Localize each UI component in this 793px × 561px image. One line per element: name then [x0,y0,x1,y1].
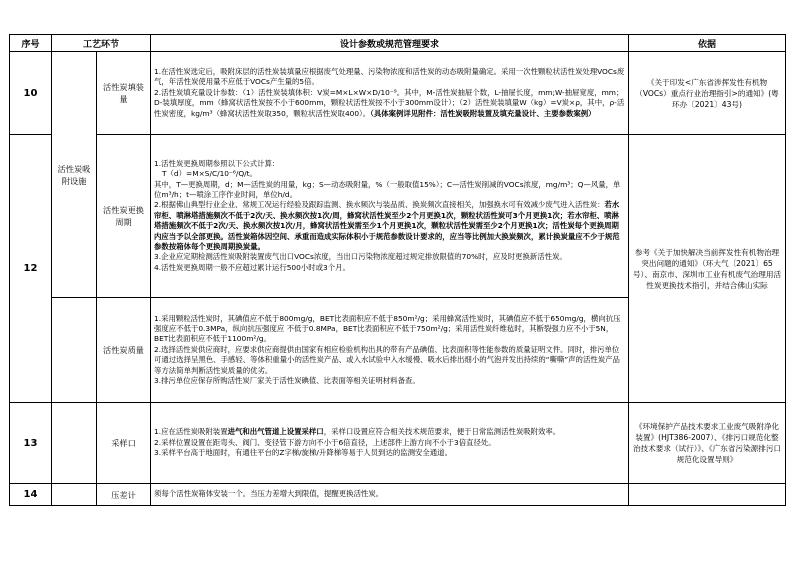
requirement-bold-text: 若水帘柜、喷淋塔措施频次不低于2次/天、换水频次按1次/周，蜂窝状活性炭至少2个月更换1次，颗粒状活性炭可3个月更换1次；若水帘柜、喷淋塔措施频次不低于2次/天、换水频次按1次/月，蜂窝状活性炭需至少1个月更换1次，颗粒状活性炭需至少2个月更换1次；活性炭每个更换周期内应当予以全部更换。活性炭箱体因空间、承重而造成实际体积小于规范参数设计要求的，应当等比例加大换炭频次，累计换炭量应不少于规范参数按箱体每个更换周期换炭量。 [154,200,620,252]
requirement-bold-text: 进气和出气管道上设置采样口 [227,427,324,437]
basis-cell-empty [629,484,786,506]
basis-cell: 《环境保护产品技术要求工业废气吸附净化装置》(HJT386-2007）、《排污口规范化整治技术要求（试行）》、《广东省污染源排污口规范化设置导则》 [629,403,786,484]
sub-step-cell: 活性炭更换周期 [97,135,151,298]
requirement-line: 2.选择活性炭供应商时，应要求供应商提供由国家有相应检验机构出具的带有产品碘值、比表面积等性能参数的质量证明文件。同时，排污单位可通过选择呈黑色、手感轻、等体积重量小的活性炭产品、或入水试验中入水缓慢、吸水后排出细小的气泡并发出持续的“嘶嘶”声的活性炭产品等方法简单判断活性炭质量的优劣。 [154,344,620,375]
requirement-line: 3.企业应定期检测活性炭吸附装置废气出口VOCs浓度，当出口污染物浓度超过规定排放限值的70%时，应及时更换新活性炭。 [154,252,567,262]
header-basis: 依据 [629,35,786,52]
requirement-line [154,200,625,252]
category-cell-empty [52,403,97,484]
requirement-cell [151,298,629,403]
requirement-line: 2.采样位置设置在距弯头、阀门、变径管下游方向不小于6倍直径，上述部件上游方向不小于3倍直径处。 [154,437,496,447]
sub-step-cell: 活性炭填装量 [97,52,151,135]
requirement-line: 1.活性炭更换周期参照以下公式计算： [154,158,280,168]
header-step: 工艺环节 [52,35,151,52]
header-row [10,35,786,52]
sub-step-cell: 压差计 [97,484,151,506]
category-cell: 活性炭吸附设施 [52,52,97,298]
requirement-line: 1.在活性炭选定后，吸附床层的活性炭装填量应根据废气处理量、污染物浓度和活性炭的动态吸附量确定。采用一次性颗粒状活性炭处理VOCs废气，年活性炭使用量不应低于VOCs产生量的5倍。 [154,66,625,87]
table-row [10,135,786,298]
formula-line: T（d）=M×S/C/10⁻⁶/Q/t。 [162,169,257,179]
requirement-cell: 须每个活性炭箱体安装一个。当压力差增大到限值，提醒更换活性炭。 [151,484,629,506]
category-cell-empty [52,298,97,403]
requirement-line [154,88,625,119]
table-row [10,403,786,484]
requirement-text: 2.活性炭填充量设计参数：（1）活性炭装填体积：V炭=M×L×W×D/10⁻⁹。其中，M-活性炭抽屉个数，L-抽屉长度，mm;W-抽屉宽度，mm；D-装填厚度，mm（蜂窝状活性炭按不小于600mm，颗粒状活性炭按不小于300mm设计）；（2）活性炭装填量W（kg）=V炭×ρ，其中，ρ-活性炭密度，kg/m³（蜂窝状活性炭取350，颗粒状活性炭取400）。 [154,87,625,118]
requirement-bold-text: （具体案例详见附件：活性炭吸附装置及填充量设计、主要参数案例） [370,108,596,118]
row-number: 10 [10,52,52,135]
requirement-cell [151,403,629,484]
row-number: 14 [10,484,52,506]
basis-cell: 《关于印发<广东省涉挥发性有机物（VOCs）重点行业治理指引>的通知》(粤环办〔2021〕43号) [629,52,786,135]
requirement-line: 3.采样平台高于地面时，有通往平台的Z字梯/旋梯/升降梯等易于人员到达的监测安全通道。 [154,448,452,458]
requirement-cell [151,135,629,298]
spec-table [9,34,786,506]
row-number: 13 [10,403,52,484]
requirement-cell [151,52,629,135]
requirement-text: 2.根据佛山典型行业企业、常规工况运行经验及跟踪监测、换水频次与装品质、换炭频次直接相关，加强换水可有效减少废气进入活性炭： [154,200,605,210]
requirement-line [154,427,625,437]
table-row [10,52,786,135]
requirement-line: 1.采用颗粒活性炭时，其碘值应不低于800mg/g，BET比表面积应不低于850m²/g；采用蜂窝活性炭时，其碘值应不低于650mg/g，横向抗压强度应不低于0.3MPa，纵向抗压强度应 不低于0.8MPa，BET比表面积应不低于750m²/g；采用活性炭纤维毡时，其断裂强力应不小于5N，BET比表面积应不低于1100m²/g。 [154,313,621,344]
row-number: 12 [10,135,52,403]
header-req: 设计参数或规范管理要求 [151,35,629,52]
header-num: 序号 [10,35,52,52]
sub-step-cell: 采样口 [97,403,151,484]
requirement-line: 4.活性炭更换周期一般不应超过累计运行500小时或3个月。 [154,262,350,272]
category-cell-empty [52,484,97,506]
requirement-text: ，采样口设置应符合相关技术规范要求，便于日常监测活性炭吸附效率。 [323,427,561,437]
table-row [10,484,786,506]
sub-step-cell: 活性炭质量 [97,298,151,403]
requirement-line: 其中，T—更换周期，d；M—活性炭的用量，kg；S—动态吸附量，%（一般取值15%）；C—活性炭削减的VOCs浓度，mg/m³；Q—风量，单位m³/h；t—喷涂工序作业时间，单位h/d。 [154,179,621,199]
requirement-line: 3.排污单位应保存所购活性炭厂家关于活性炭碘值、比表面等相关证明材料备查。 [154,376,420,386]
basis-cell: 参考《关于加快解决当前挥发性有机物治理突出问题的通知》（环大气〔2021〕65号）、南京市、深圳市工业有机废气治理用活性炭更换技术指引，并结合佛山实际 [629,135,786,403]
requirement-text: 1.应在活性炭吸附装置 [154,427,228,437]
